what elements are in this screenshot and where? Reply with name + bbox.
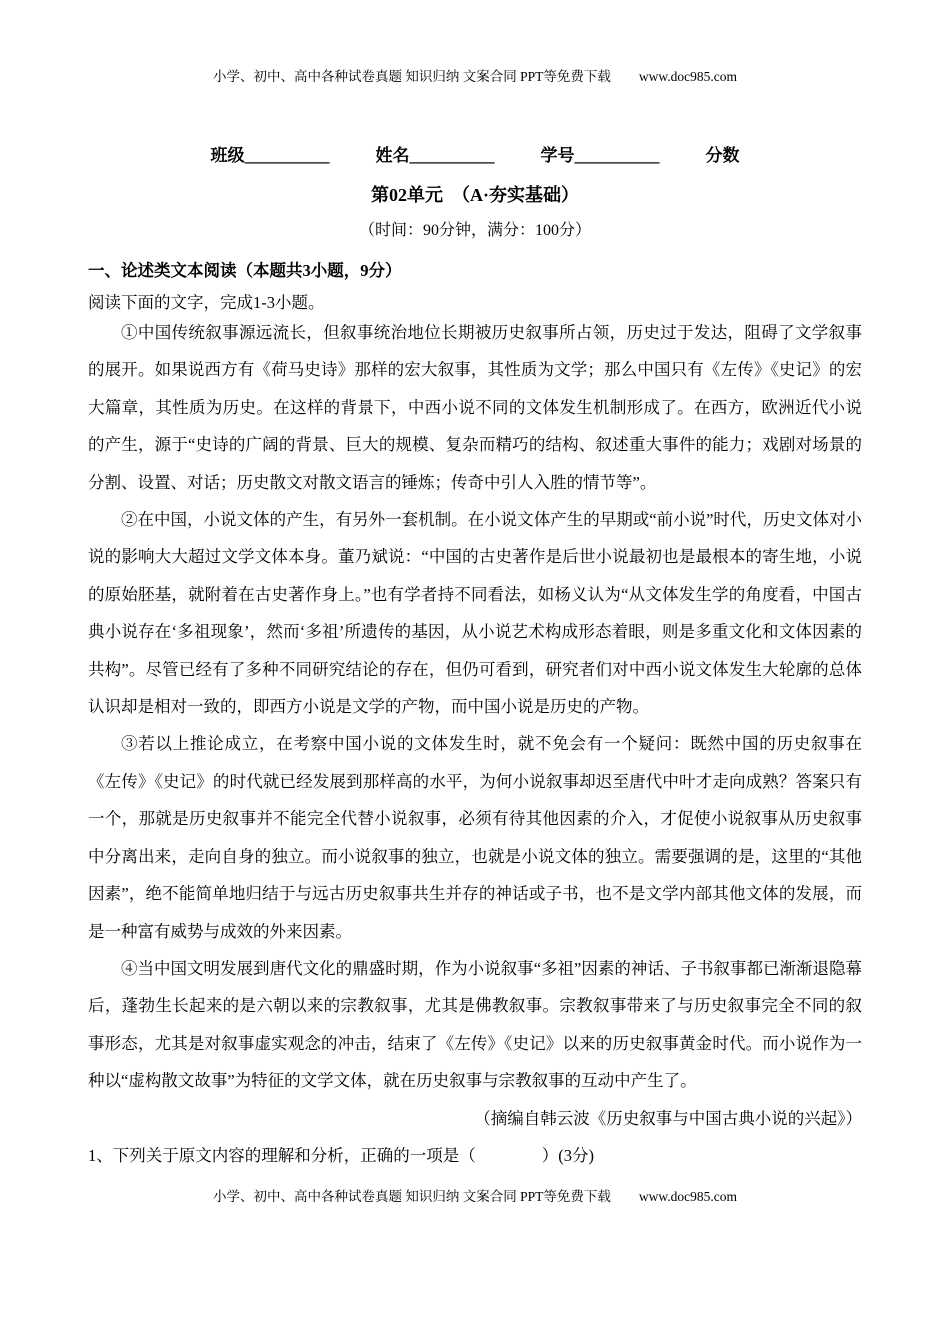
article-paragraph-1: ①中国传统叙事源远流长，但叙事统治地位长期被历史叙事所占领，历史过于发达，阻碍了文学叙事的展开。如果说西方有《荷马史诗》那样的宏大叙事，其性质为文学；那么中国只有《左传》《史记》的宏大篇章，其性质为历史。在这样的背景下，中西小说不同的文体发生机制形成了。在西方，欧洲近代小说的产生，源于“史诗的广阔的背景、巨大的规模、复杂而精巧的结构、叙述重大事件的能力；戏剧对场景的分割、设置、对话；历史散文对散文语言的锤炼；传奇中引人入胜的情节等”。: [88, 323, 862, 492]
source-attribution: （摘编自韩云波《历史叙事与中国古典小说的兴起》）: [474, 1108, 862, 1128]
article-paragraph-4: ④当中国文明发展到唐代文化的鼎盛时期，作为小说叙事“多祖”因素的神话、子书叙事都已渐渐退隐幕后，蓬勃生长起来的是六朝以来的宗教叙事，尤其是佛教叙事。宗教叙事带来了与历史叙事完全不同的叙事形态，尤其是对叙事虚实观念的冲击，结束了《左传》《史记》以来的历史叙事黄金时代。而小说作为一种以“虚构散文故事”为特征的文学文体，就在历史叙事与宗教叙事的互动中产生了。: [88, 958, 862, 1091]
unit-title: 第02单元 （A·夯实基础）: [370, 185, 579, 205]
reading-passage: [88, 314, 862, 1137]
article-paragraph-3: ③若以上推论成立，在考察中国小说的文体发生时，就不免会有一个疑问：既然中国的历史叙事在《左传》《史记》的时代就已经发展到那样高的水平，为何小说叙事却迟至唐代中叶才走向成熟？答案只有一个，那就是历史叙事并不能完全代替小说叙事，必须有待其他因素的介入，才促使小说叙事从历史叙事中分离出来，走向自身的独立。而小说叙事的独立，也就是小说文体的独立。需要强调的是，这里的“其他因素”，绝不能简单地归结于与远古历史叙事共生并存的神话或子书，也不是文学内部其他文体的发展，而是一种富有威势与成效的外来因素。: [88, 734, 862, 941]
student-id-field: 学号__________: [540, 146, 660, 165]
header-url: www.doc985.com: [638, 69, 737, 84]
question-1: 1、下列关于原文内容的理解和分析，正确的一项是（ ）(3分): [88, 1145, 594, 1165]
class-field: 班级__________: [210, 146, 330, 165]
score-field: 分数: [705, 146, 740, 165]
exam-time-score: （时间：90分钟，满分：100分）: [358, 222, 591, 239]
article-paragraph-2: ②在中国，小说文体的产生，有另外一套机制。在小说文体产生的早期或“前小说”时代，历史文体对小说的影响大大超过文学文体本身。董乃斌说：“中国的古史著作是后世小说最初也是最根本的寄生地，小说的原始胚基，就附着在古史著作身上。”也有学者持不同看法，如杨义认为“从文体发生学的角度看，中国古典小说存在‘多祖现象’，然而‘多祖’所遗传的基因，从小说艺术构成形态着眼，则是多重文化和文体因素的共构”。尽管已经有了多种不同研究结论的存在，但仍可看到，研究者们对中西小说文体发生大轮廓的总体认识却是相对一致的，即西方小说是文学的产物，而中国小说是历史的产物。: [88, 510, 862, 717]
page-footer: [0, 1188, 950, 1206]
name-field: 姓名__________: [375, 146, 495, 165]
footer-promo-text: 小学、初中、高中各种试卷真题 知识归纳 文案合同 PPT等免费下载: [213, 1189, 611, 1204]
footer-url: www.doc985.com: [638, 1189, 737, 1204]
student-info-line: [88, 145, 862, 167]
section-1-heading: 一、论述类文本阅读（本题共3小题，9分）: [88, 261, 402, 280]
document-content: [88, 145, 862, 1174]
reading-instruction: 阅读下面的文字，完成1-3小题。: [88, 293, 325, 312]
header-promo-text: 小学、初中、高中各种试卷真题 知识归纳 文案合同 PPT等免费下载: [213, 69, 611, 84]
page-header: [0, 68, 950, 86]
